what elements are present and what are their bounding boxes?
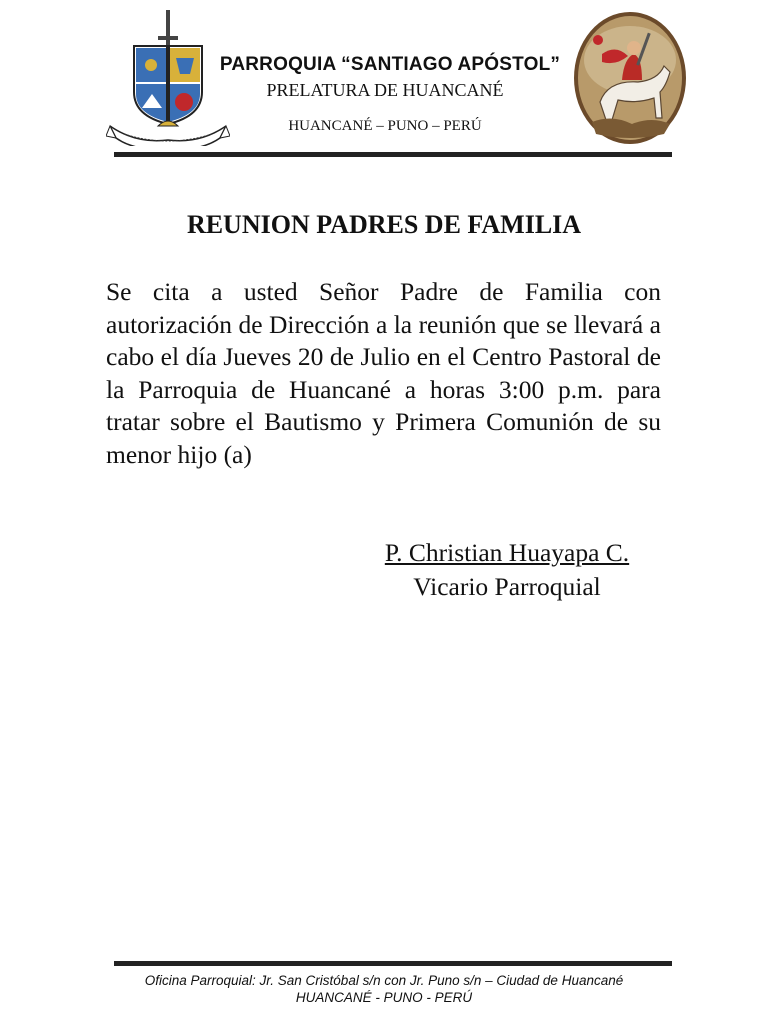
footer <box>100 972 668 1006</box>
footer-address: Oficina Parroquial: Jr. San Cristóbal s/n con Jr. Puno s/n – Ciudad de Huancané <box>144 973 624 988</box>
signer-name <box>360 538 654 568</box>
footer-location: HUANCANÉ - PUNO - PERÚ <box>295 990 473 1005</box>
signer-title: Vicario Parroquial <box>413 572 601 601</box>
santiago-on-horseback-icon <box>572 10 688 146</box>
footer-divider <box>114 961 672 966</box>
parish-location: HUANCANÉ – PUNO – PERÚ <box>288 118 482 134</box>
prelature-name: PRELATURA DE HUANCANÉ <box>266 80 504 100</box>
header-divider <box>114 152 672 157</box>
signer-name-text: P. Christian Huayapa C. <box>384 538 630 567</box>
document-title: REUNION PADRES DE FAMILIA <box>186 210 582 239</box>
parish-name: PARROQUIA “SANTIAGO APÓSTOL” <box>219 54 561 75</box>
document-body: Se cita a usted Señor Padre de Familia con autorización de Dirección a la reunión que se llevará a cabo el día Jueves 20 de Julio en el Centro Pastoral de la Parroquia de Huancané a horas 3:00 p.m. para tratar sobre el Bautismo y Primera Comunión de su menor hijo (a) <box>106 277 661 469</box>
